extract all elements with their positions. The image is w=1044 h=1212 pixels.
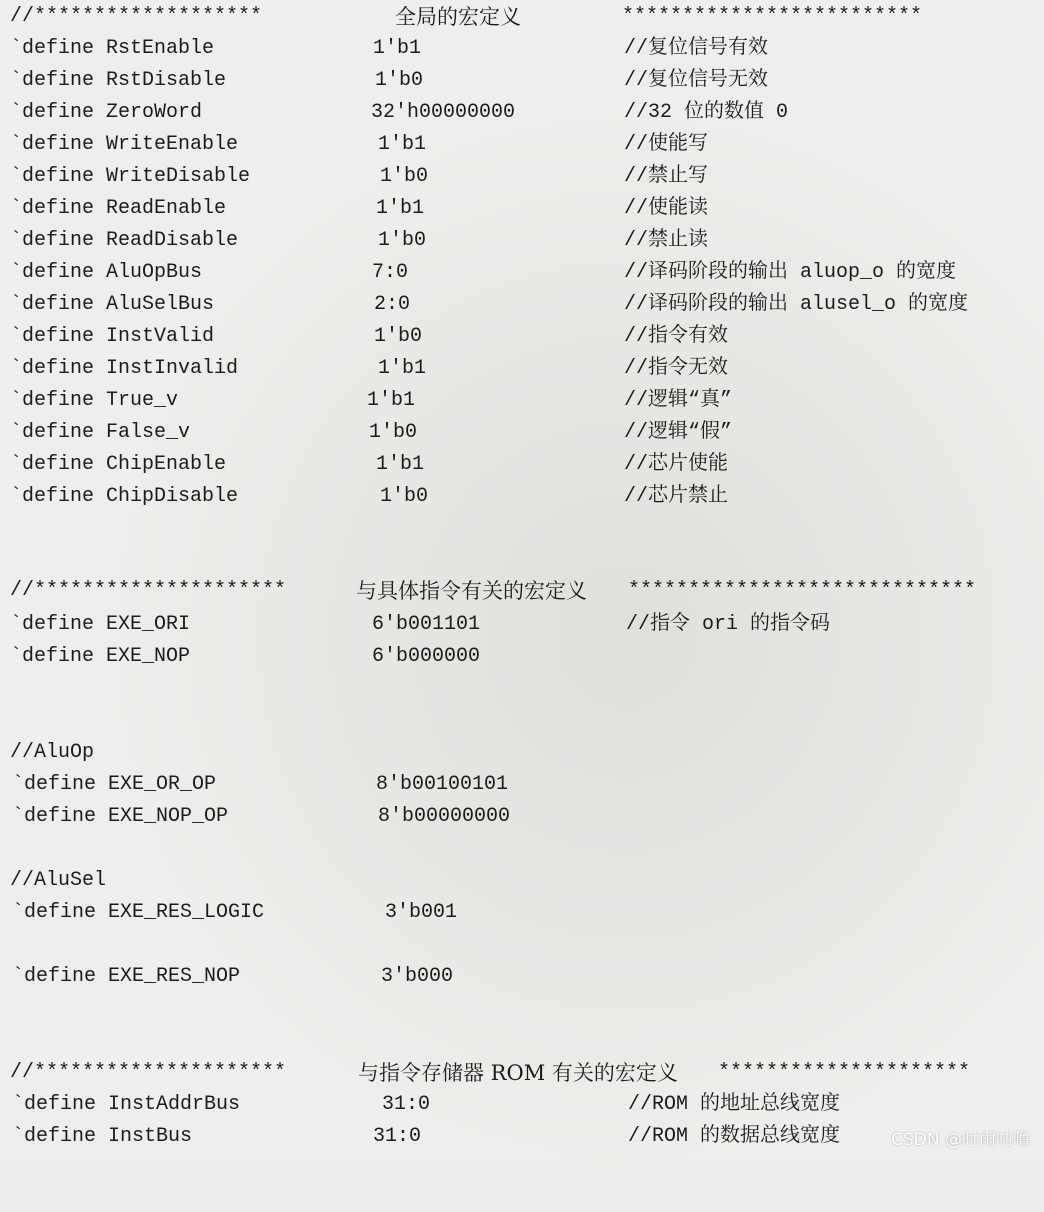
code-line-comment (0, 866, 107, 896)
code-line (0, 322, 729, 352)
macro-value: 1'b0 (375, 69, 424, 92)
macro-name: `define EXE_NOP_OP (12, 805, 229, 828)
comment-alusel: //AluSel (10, 869, 107, 892)
macro-name: `define True_v (10, 389, 179, 412)
macro-comment: //逻辑“真” (624, 389, 733, 412)
code-line (0, 1090, 841, 1120)
macro-value: 8'b00000000 (378, 805, 511, 828)
code-line (0, 66, 769, 96)
macro-name: `define AluOpBus (10, 261, 203, 284)
macro-comment: //禁止读 (624, 229, 709, 252)
macro-name: `define RstEnable (10, 37, 215, 60)
macro-name: `define WriteDisable (10, 165, 251, 188)
macro-value: 1'b1 (376, 453, 425, 476)
code-line-rom-header (0, 1058, 971, 1088)
code-line (0, 962, 454, 992)
code-line (0, 642, 481, 672)
macro-value: 1'b0 (380, 165, 429, 188)
macro-comment: //禁止写 (624, 165, 709, 188)
section-title-instruction: 与具体指令有关的宏定义 (356, 579, 587, 603)
macro-comment: //使能读 (624, 197, 709, 220)
code-line (0, 386, 733, 416)
code-line (0, 1122, 841, 1152)
macro-comment: //指令无效 (624, 357, 729, 380)
macro-value: 1'b1 (367, 389, 416, 412)
macro-comment: //指令 ori 的指令码 (626, 613, 831, 636)
code-line-comment (0, 738, 95, 768)
comment-stars-right: ***************************** (628, 579, 977, 602)
comment-aluop: //AluOp (10, 741, 95, 764)
code-line (0, 770, 509, 800)
macro-value: 1'b0 (378, 229, 427, 252)
comment-stars-left: //********************* (10, 1061, 287, 1084)
comment-stars-left: //******************* (10, 5, 263, 28)
macro-value: 6'b001101 (372, 613, 481, 636)
code-line (0, 34, 769, 64)
macro-value: 31:0 (382, 1093, 431, 1116)
macro-name: `define AluSelBus (10, 293, 215, 316)
code-line (0, 898, 458, 928)
code-line (0, 226, 709, 256)
macro-name: `define InstBus (12, 1125, 193, 1148)
macro-comment: //复位信号无效 (624, 69, 769, 92)
macro-comment: //逻辑“假” (624, 421, 733, 444)
code-line (0, 98, 789, 128)
macro-comment: //译码阶段的输出 alusel_o 的宽度 (624, 293, 969, 316)
code-line (0, 610, 831, 640)
macro-comment: //复位信号有效 (624, 37, 769, 60)
code-line (0, 418, 733, 448)
code-line (0, 482, 729, 512)
macro-value: 1'b1 (378, 357, 427, 380)
macro-name: `define EXE_ORI (10, 613, 191, 636)
macro-name: `define EXE_OR_OP (12, 773, 217, 796)
code-line (0, 802, 511, 832)
comment-stars-right: ************************* (622, 5, 923, 28)
macro-name: `define ZeroWord (10, 101, 203, 124)
code-line-global-header (0, 2, 923, 32)
macro-name: `define ReadDisable (10, 229, 239, 252)
code-line-instruction-header (0, 576, 977, 606)
macro-name: `define InstInvalid (10, 357, 239, 380)
macro-value: 8'b00100101 (376, 773, 509, 796)
macro-name: `define EXE_NOP (10, 645, 191, 668)
macro-name: `define EXE_RES_LOGIC (12, 901, 265, 924)
macro-value: 7:0 (372, 261, 409, 284)
code-line (0, 450, 729, 480)
macro-comment: //使能写 (624, 133, 709, 156)
macro-comment: //译码阶段的输出 aluop_o 的宽度 (624, 261, 957, 284)
code-line (0, 162, 709, 192)
macro-value: 6'b000000 (372, 645, 481, 668)
macro-value: 1'b0 (380, 485, 429, 508)
macro-comment: //指令有效 (624, 325, 729, 348)
macro-name: `define ChipEnable (10, 453, 227, 476)
macro-comment: //ROM 的数据总线宽度 (628, 1125, 841, 1148)
code-line (0, 354, 729, 384)
section-title-rom: 与指令存储器 ROM 有关的宏定义 (358, 1061, 678, 1085)
macro-value: 1'b1 (376, 197, 425, 220)
macro-comment: //32 位的数值 0 (624, 101, 789, 124)
macro-name: `define InstValid (10, 325, 215, 348)
watermark: CSDN @时雨咕噜 (891, 1130, 1030, 1150)
code-line (0, 194, 709, 224)
macro-name: `define InstAddrBus (12, 1093, 241, 1116)
macro-name: `define EXE_RES_NOP (12, 965, 241, 988)
macro-value: 1'b1 (373, 37, 422, 60)
comment-stars-left: //********************* (10, 579, 287, 602)
macro-name: `define ChipDisable (10, 485, 239, 508)
macro-value: 2:0 (374, 293, 411, 316)
macro-value: 3'b000 (381, 965, 454, 988)
macro-name: `define ReadEnable (10, 197, 227, 220)
macro-name: `define False_v (10, 421, 191, 444)
macro-value: 1'b0 (369, 421, 418, 444)
code-line (0, 290, 969, 320)
macro-value: 31:0 (373, 1125, 422, 1148)
macro-value: 1'b1 (378, 133, 427, 156)
section-title-global: 全局的宏定义 (395, 5, 521, 29)
comment-stars-right: ********************* (718, 1061, 971, 1084)
macro-comment: //芯片禁止 (624, 485, 729, 508)
macro-value: 32'h00000000 (371, 101, 516, 124)
macro-comment: //芯片使能 (624, 453, 729, 476)
code-line (0, 130, 709, 160)
macro-comment: //ROM 的地址总线宽度 (628, 1093, 841, 1116)
macro-name: `define RstDisable (10, 69, 227, 92)
macro-value: 3'b001 (385, 901, 458, 924)
macro-value: 1'b0 (374, 325, 423, 348)
macro-name: `define WriteEnable (10, 133, 239, 156)
code-line (0, 258, 957, 288)
